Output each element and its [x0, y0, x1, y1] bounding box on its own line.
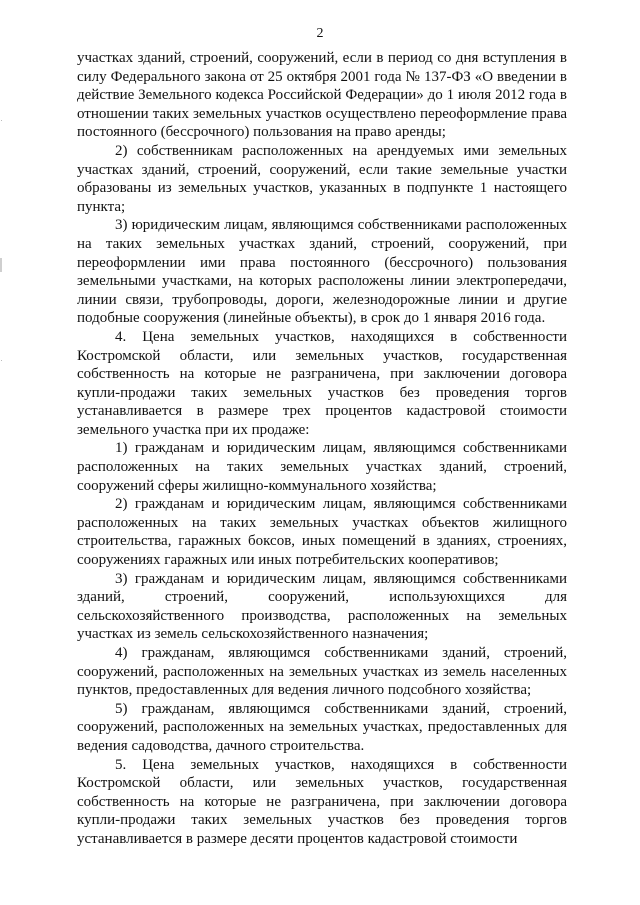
scan-margin-mark: [0, 258, 2, 272]
paragraph-section-4: 4. Цена земельных участков, находящихся в собственности Костромской области, или земельных участков, государственная собственность на которые не разграничена, при заключении договора купли-продажи таких земельных участков без проведения торгов устанавливается в размере трех процентов кадастровой стоимости земельного участка при их продаже:: [77, 328, 567, 438]
paragraph-continuation: участках зданий, строений, сооружений, если в период со дня вступления в силу Федерального закона от 25 октября 2001 года № 137-ФЗ «О введении в действие Земельного кодекса Российской Федерации» до 1 июля 2012 года в отношении таких земельных участков осуществлено переоформление права постоянного (бессрочного) пользования на право аренды;: [77, 50, 567, 141]
page-number: 2: [316, 26, 324, 41]
document-body: [77, 49, 567, 849]
scan-margin-dot: [1, 360, 2, 361]
paragraph-section-4-item-1: 1) гражданам и юридическим лицам, являющимся собственниками расположенных на таких земельных участках зданий, строений, сооружений сферы жилищно-коммунального хозяйства;: [77, 440, 567, 494]
paragraph-section-4-item-2: 2) гражданам и юридическим лицам, являющимся собственниками расположенных на таких земельных участках объектов жилищного строительства, гаражных боксов, иных помещений в зданиях, строениях, сооружениях гаражных или иных потребительских кооперативов;: [77, 496, 567, 569]
paragraph-section-4-item-5: 5) гражданам, являющимся собственниками зданий, строений, сооружений, расположенных на земельных участках, предоставленных для ведения садоводства, дачного строительства.: [77, 700, 567, 754]
paragraph-item-3: 3) юридическим лицам, являющимся собственниками расположенных на таких земельных участках зданий, строений, сооружений, при переоформлении ими права постоянного (бессрочного) пользования земельными участками, на которых расположены линии электропередачи, линии связи, трубопроводы, дороги, железнодорожные линии и другие подобные сооружения (линейные объекты), в срок до 1 января 2016 года.: [77, 217, 567, 327]
scan-margin-dot: [1, 120, 2, 121]
paragraph-item-2: 2) собственникам расположенных на арендуемых ими земельных участках зданий, строений, сооружений, если такие земельные участки образованы из земельных участков, указанных в подпункте 1 настоящего пункта;: [77, 142, 567, 215]
paragraph-section-4-item-3: 3) гражданам и юридическим лицам, являющимся собственниками зданий, строений, сооружений, используюхщихся для сельскохозяйственного производства, расположенных на земельных участках из земель сельскохозяйственного назначения;: [77, 570, 567, 643]
paragraph-section-5: 5. Цена земельных участков, находящихся в собственности Костромской области, или земельных участков, государственная собственность на которые не разграничена, при заключении договора купли-продажи таких земельных участков без проведения торгов устанавливается в размере десяти процентов кадастровой стоимости: [77, 756, 567, 847]
paragraph-section-4-item-4: 4) гражданам, являющимся собственниками зданий, строений, сооружений, расположенных на земельных участках из земель населенных пунктов, предоставленных для ведения личного подсобного хозяйства;: [77, 645, 567, 699]
